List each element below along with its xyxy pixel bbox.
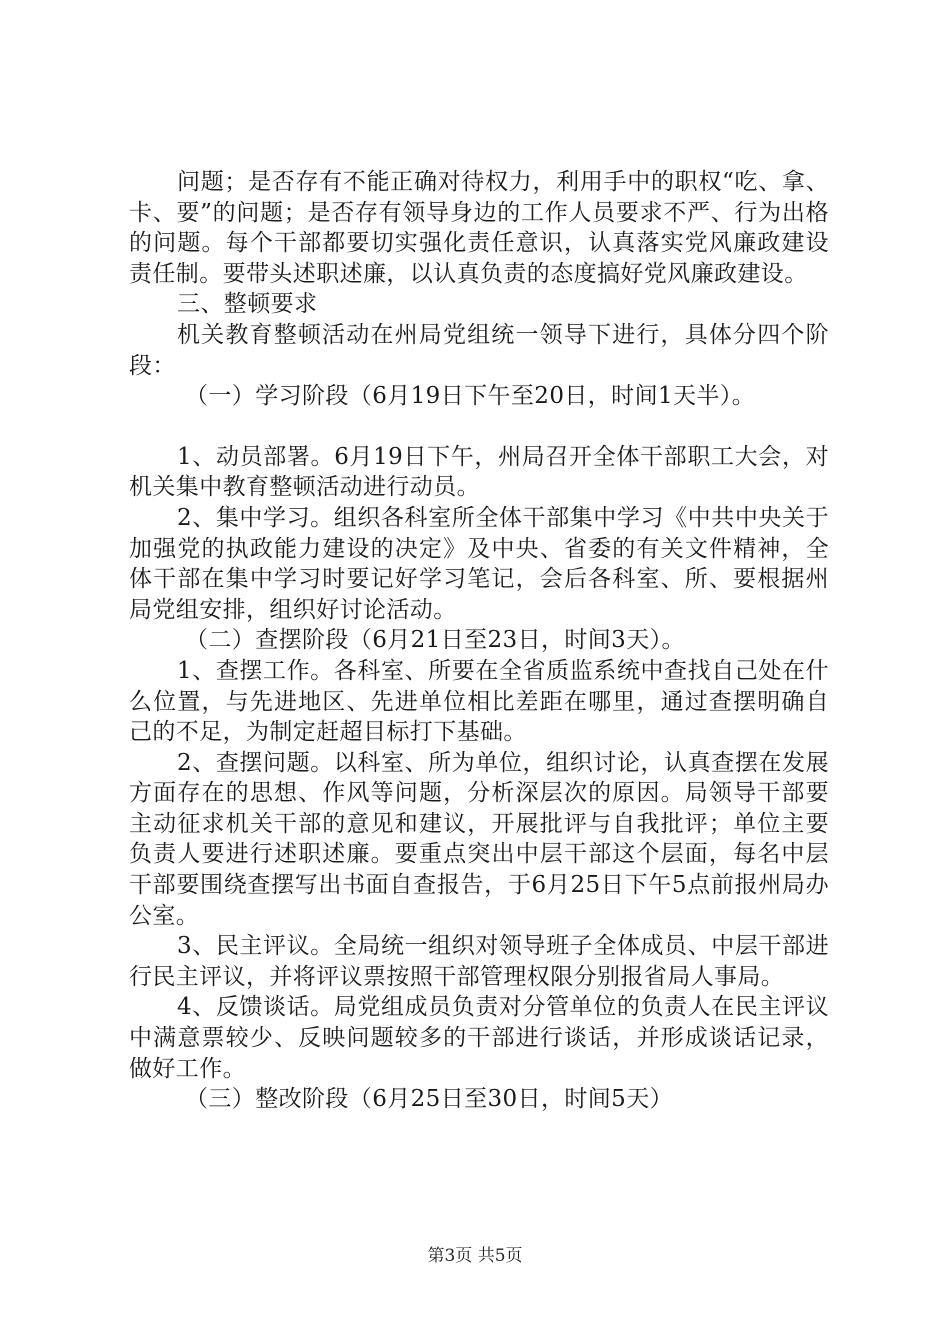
paragraph-review-problems: 2、查摆问题。以科室、所为单位，组织讨论，认真查摆在发展方面存在的思想、作风等问题，分析深层次的原因。局领导干部要主动征求机关干部的意见和建议，开展批评与自我批评；单位主要负责人要进行述职述廉。要重点突出中层干部这个层面，每名中层干部要围绕查摆写出书面自查报告，于6月25日下午5点前报州局办公室。 [129,749,829,929]
page-footer: 第3页 共5页 [427,1246,523,1266]
paragraph-problems: 问题；是否存有不能正确对待权力，利用手中的职权“吃、拿、卡、要”的问题；是否存有领导身边的工作人员要求不严、行为出格的问题。每个干部都要切实强化责任意识，认真落实党风廉政建设责任制。要带头述职述廉，以认真负责的态度搞好党风廉政建设。 [129,169,829,287]
paragraph-review-work: 1、查摆工作。各科室、所要在全省质监系统中查找自己处在什么位置，与先进地区、先进单位相比差距在哪里，通过查摆明确自己的不足，为制定赶超目标打下基础。 [129,657,829,746]
paragraph-democratic-evaluation: 3、民主评议。全局统一组织对领导班子全体成员、中层干部进行民主评议，并将评议票按照干部管理权限分别报省局人事局。 [129,933,829,990]
phase-heading-review: （二）查摆阶段（6月21日至23日，时间3天）。 [185,627,685,654]
document-body [129,167,829,1115]
section-heading-requirements: 三、整顿要求 [177,291,318,318]
phase-heading-rectification: （三）整改阶段（6月25日至30日，时间5天） [185,1086,673,1113]
paragraph-feedback-talks: 4、反馈谈话。局党组成员负责对分管单位的负责人在民主评议中满意票较少、反映问题较多的干部进行谈话，并形成谈话记录，做好工作。 [129,994,829,1082]
phase-heading-study: （一）学习阶段（6月19日下午至20日，时间1天半）。 [185,383,756,410]
paragraph-overview: 机关教育整顿活动在州局党组统一领导下进行，具体分四个阶段： [129,321,829,379]
paragraph-mobilization: 1、动员部署。6月19日下午，州局召开全体干部职工大会，对机关集中教育整顿活动进行动员。 [129,443,829,501]
paragraph-centralized-study: 2、集中学习。组织各科室所全体干部集中学习《中共中央关于加强党的执政能力建设的决定》及中央、省委的有关文件精神，全体干部在集中学习时要记好学习笔记，会后各科室、所、要根据州局党组安排，组织好讨论活动。 [129,504,829,623]
